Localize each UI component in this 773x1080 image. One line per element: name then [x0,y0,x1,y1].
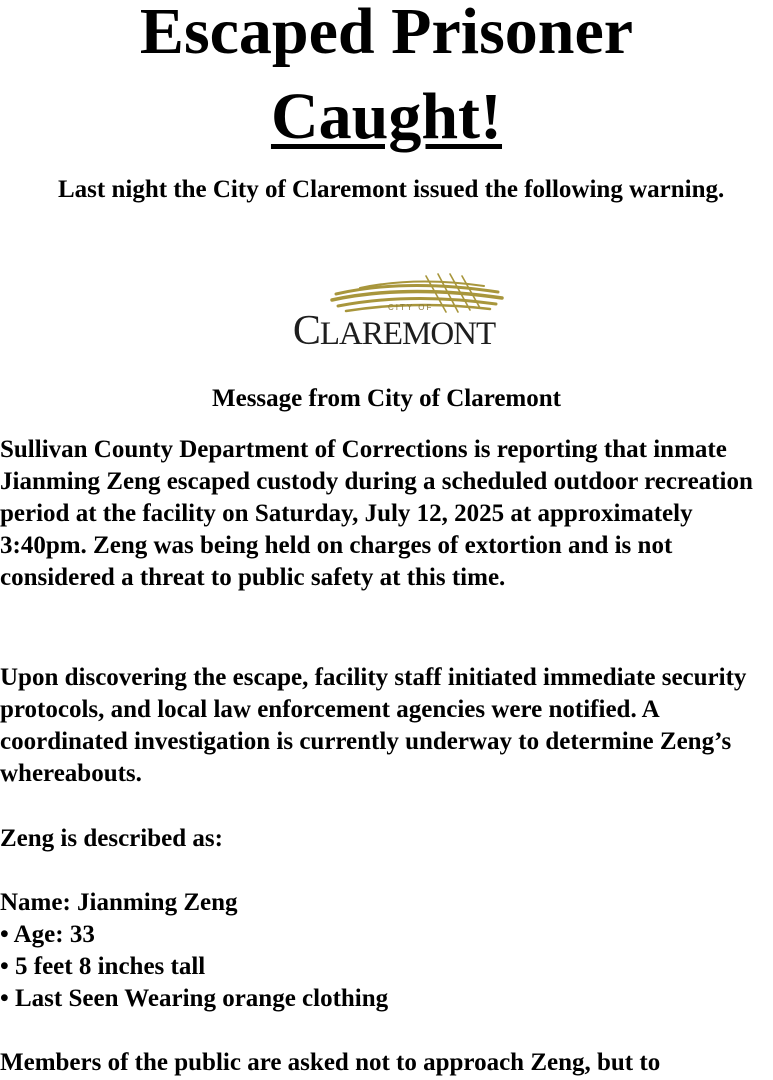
list-item: Name: Jianming Zeng [0,889,238,916]
paragraph-description-intro: Zeng is described as: [0,825,223,852]
intro-paragraph: Last night the City of Claremont issued the following warning. [58,176,725,203]
message-heading: Message from City of Claremont [212,385,561,412]
list-item: • Last Seen Wearing orange clothing [0,985,389,1012]
paragraph-public-advisory: Members of the public are asked not to approach Zeng, but to [0,1049,661,1076]
list-item: • 5 feet 8 inches tall [0,953,206,980]
description-list [0,887,773,1015]
logo-wordmark-initial: C [292,308,320,354]
city-of-claremont-logo [276,270,512,354]
headline-caught: Caught! [270,80,503,153]
paragraph-investigation: Upon discovering the escape, facility staff initiated immediate security protocols, and local law enforcement agencies were notified. A coordinated investigation is currently underway to determine Zeng’s whereabouts. [0,664,747,787]
logo-city-of-text: CITY OF [388,303,434,312]
paragraph-escape-report: Sullivan County Department of Corrections is reporting that inmate Jianming Zeng escaped custody during a scheduled outdoor recreation period at the facility on Saturday, July 12, 2025 at approximately 3:40pm. Zeng was being held on charges of extortion and is not considered a threat to public safety at this time. [0,436,753,591]
list-item: • Age: 33 [0,921,95,948]
logo-wordmark [276,308,512,357]
headline-line-2 [0,79,773,155]
headline-line-1: Escaped Prisoner [139,0,634,68]
logo-wordmark-rest: LAREMONT [319,316,496,352]
